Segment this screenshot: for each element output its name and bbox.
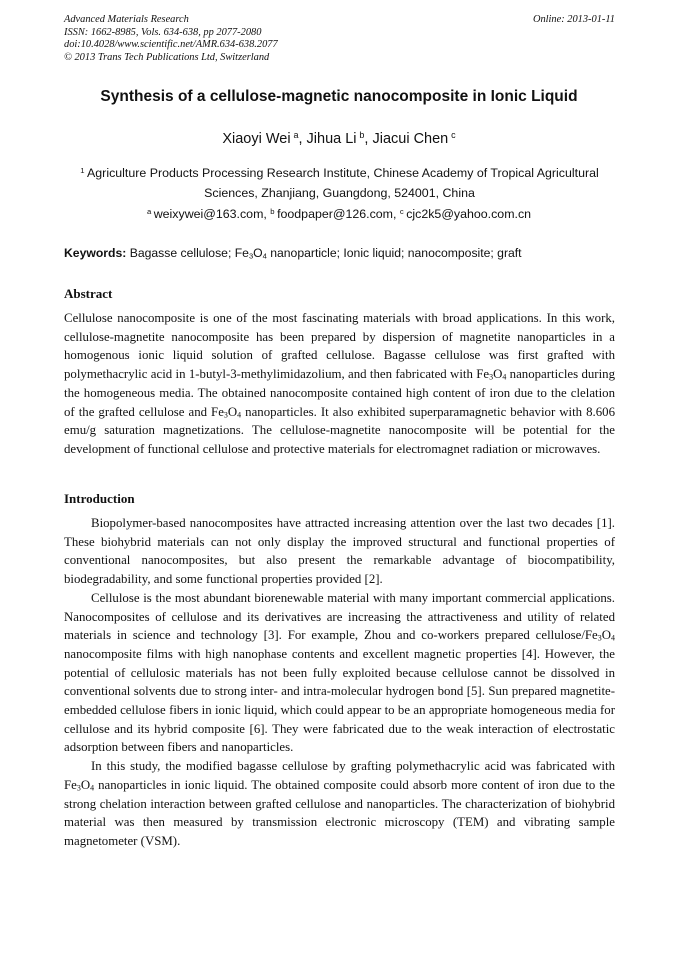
affiliation [64, 163, 615, 203]
affiliation-line: Agriculture Products Processing Research Institute, Chinese Academy of Tropical Agricultural [87, 166, 599, 180]
paragraph-segment: O [80, 777, 91, 792]
email-mark: a [146, 206, 152, 216]
author-mark: c [451, 130, 456, 141]
introduction-heading: Introduction [64, 491, 135, 506]
keywords-label: Keywords: [64, 246, 127, 260]
paragraph-segment: Cellulose is the most abundant biorenewable material with many important commercial applications. Nanocomposites of cellulose and its derivatives are increasing the attractiveness and utility of related materials in science and technology [3]. For example, Zhou and co-workers prepared cellulose/Fe [64, 590, 615, 643]
author-name: Jiacui Chen [372, 131, 449, 147]
subscript: 4 [611, 633, 615, 643]
paragraph-segment: nanoparticles in ionic liquid. The obtained composite could absorb more content of iron due to the strong chelation interaction between grafted cellulose and nanoparticles. The characterization of biohybrid material was then measured by transmission electronic microscopy (TEM) and vibrating sample magnetometer (VSM). [64, 777, 615, 848]
issn-line: ISSN: 1662-8985, Vols. 634-638, pp 2077-2080 [64, 26, 262, 38]
author-name: Xiaoyi Wei [222, 131, 291, 147]
email-address: weixywei@163.com [153, 207, 264, 221]
author-list: Xiaoyi Wei $^a$, Jihua Li $^b$, Jiacui Chen $^c$ [222, 130, 456, 147]
subscript: 3 [248, 251, 254, 261]
affiliation-mark: 1 [80, 165, 85, 175]
email-address: cjc2k5@yahoo.com.cn [406, 207, 532, 221]
abstract-segment: nanoparticles. It also exhibited superparamagnetic behavior with 8.606 emu/g saturation magnetizations. The cellulose-magnetite nanocomposite will be potential for the development of functional cellulose and protective materials for electromagnet radiation or microwaves. [64, 404, 615, 456]
introduction-text [64, 514, 615, 851]
author-mark: b [359, 130, 365, 141]
subscript: 4 [502, 372, 507, 382]
abstract-segment: O [493, 367, 503, 382]
abstract-segment: O [227, 404, 238, 419]
paragraph [64, 589, 615, 757]
subscript: 3 [489, 372, 494, 382]
abstract-segment: Cellulose nanocomposite is one of the most fascinating materials with broad applications. In this work, cellulose-magnetite nanocomposite has been prepared by dispersion of magnetite nanoparticles in a homogenous ionic liquid solution of grafted cellulose. Bagasse cellulose was first grafted with polymethacrylic acid in 1-butyl-3-methylimidazolium, and then fabricated with Fe [64, 311, 615, 382]
email-mark: b [270, 206, 275, 216]
online-date: Online: 2013-01-11 [532, 14, 615, 25]
subscript: 3 [76, 783, 81, 793]
author-name: Jihua Li [306, 131, 357, 147]
affiliation-line: Sciences, Zhanjiang, Guangdong, 524001, China [204, 186, 475, 200]
subscript: 4 [237, 410, 242, 420]
paragraph-segment: nanocomposite films with high nanophase contents and excellent magnetic properties [4]. However, the potential of cellulosic materials has not been fully exploited because cellulose cannot be dissolved in conventional solvents due to strong inter- and intra-molecular hydrogen bond [5]. Sun prepared magnetite-embedded cellulose fibers in ionic liquid, which could appear to be an appropriate homogeneous media for cellulose and its hybrid composite [6]. They were fabricated due to the weak interaction of electrostatic adsorption between fibers and nanoparticles. [64, 646, 615, 755]
journal-header [64, 14, 615, 64]
journal-name: Advanced Materials Research [64, 14, 189, 25]
subscript: 4 [262, 251, 267, 261]
paragraph-segment: In this study, the modified bagasse cellulose by grafting polymethacrylic acid was fabricated with Fe [64, 759, 615, 792]
keywords-text: nanoparticle; Ionic liquid; nanocomposite; graft [270, 246, 522, 260]
author-mark: a [293, 130, 299, 141]
subscript: 3 [223, 410, 228, 420]
abstract-text [64, 309, 615, 459]
keywords [64, 246, 615, 260]
subscript: 4 [90, 783, 95, 793]
keywords-text: O [253, 246, 263, 260]
email-address: foodpaper@126.com [277, 207, 393, 221]
paper-title: Synthesis of a cellulose-magnetic nanocomposite in Ionic Liquid [100, 88, 578, 105]
abstract-segment: nanoparticles during the homogeneous media. The obtained nanocomposite contained high content of iron due to the clelation of the grafted cellulose and Fe [64, 367, 616, 419]
paragraph: Biopolymer-based nanocomposites have attracted increasing attention over the last two decades [1]. These biohybrid materials can not only display the improved structural and functional properties of conventional nanocomposites, but also present the remarkable advantage of biocompatibility, biodegradability, and some functional properties provided [2]. [64, 516, 615, 587]
copyright-line: © 2013 Trans Tech Publications Ltd, Switzerland [64, 51, 270, 63]
abstract-heading: Abstract [64, 286, 113, 301]
email-mark: c [399, 206, 404, 216]
paragraph [64, 757, 615, 851]
email-list: $^a$ weixywei@163.com, $^b$ foodpaper@126.com, $^c$ cjc2k5@yahoo.com.cn [146, 206, 532, 221]
doi-line: doi:10.4028/www.scientific.net/AMR.634-638.2077 [64, 39, 278, 50]
subscript: 3 [597, 633, 602, 643]
keywords-text: Bagasse cellulose; Fe [129, 246, 249, 260]
paragraph-segment: O [601, 628, 612, 643]
